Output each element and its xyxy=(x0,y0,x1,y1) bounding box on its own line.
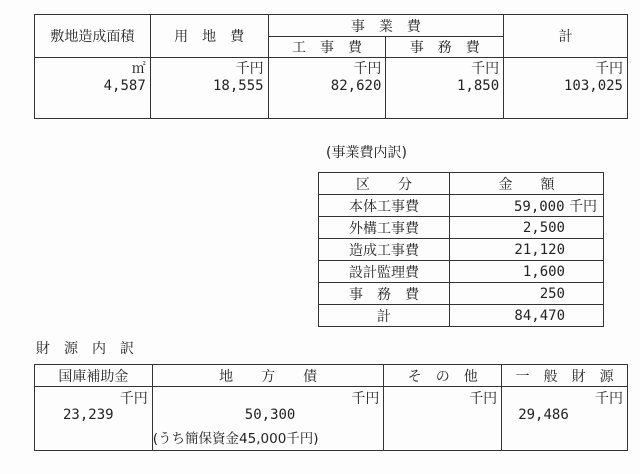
breakdown-amount: 84,470 xyxy=(514,307,565,324)
funding-unit: 千円 xyxy=(595,391,623,407)
table-row xyxy=(319,305,604,327)
breakdown-unit: 千円 xyxy=(569,198,597,215)
unit-office: 千円 xyxy=(386,58,504,79)
funding-header-general: 一 般 財 源 xyxy=(502,365,628,387)
value-office: 1,850 xyxy=(386,78,504,119)
funding-cell-national xyxy=(35,387,153,451)
breakdown-label: 設計監理費 xyxy=(319,261,450,283)
breakdown-label: 事 務 費 xyxy=(319,283,450,305)
breakdown-header-amount: 金 額 xyxy=(450,173,604,195)
value-total: 103,025 xyxy=(504,78,628,119)
funding-unit: 千円 xyxy=(119,391,148,407)
funding-value-national: 23,239 xyxy=(63,407,114,423)
breakdown-label: 計 xyxy=(319,305,450,327)
funding-cell-local-bond xyxy=(152,387,384,451)
funding-cell-other xyxy=(384,387,502,451)
value-area: 4,587 xyxy=(35,78,151,119)
breakdown-amount: 59,000 xyxy=(513,198,565,215)
funding-unit: 千円 xyxy=(469,391,498,407)
funding-table xyxy=(34,364,628,451)
breakdown-amount: 2,500 xyxy=(522,219,565,236)
header-site-area: 敷地造成面積 xyxy=(35,15,151,58)
breakdown-header-category: 区 分 xyxy=(319,173,450,195)
breakdown-amount: 21,120 xyxy=(514,241,565,258)
table-row xyxy=(319,261,604,283)
header-land-cost: 用 地 費 xyxy=(150,15,268,58)
header-project-cost: 事 業 費 xyxy=(268,15,504,37)
funding-title: 財 源 内 訳 xyxy=(36,341,134,357)
funding-note-local-bond: (うち簡保資金45,000千円) xyxy=(152,431,319,447)
breakdown-label: 造成工事費 xyxy=(319,239,450,261)
funding-value-general: 29,486 xyxy=(518,407,569,423)
breakdown-label: 本体工事費 xyxy=(319,195,450,217)
unit-area: ㎡ xyxy=(35,58,151,79)
header-office-cost: 事 務 費 xyxy=(386,37,504,58)
header-total: 計 xyxy=(504,15,628,58)
funding-header-other: そ の 他 xyxy=(384,365,502,387)
table-row xyxy=(319,283,604,305)
breakdown-title: (事業費内訳) xyxy=(326,145,407,161)
unit-construction: 千円 xyxy=(268,58,386,79)
table-row xyxy=(319,217,604,239)
funding-value-local-bond: 50,300 xyxy=(244,407,296,423)
funding-header-national: 国庫補助金 xyxy=(35,365,153,387)
table-row xyxy=(319,195,604,217)
unit-land: 千円 xyxy=(150,58,268,79)
funding-cell-general xyxy=(502,387,628,451)
table-row xyxy=(319,239,604,261)
unit-total: 千円 xyxy=(504,58,628,79)
funding-header-local-bond: 地 方 債 xyxy=(152,365,384,387)
value-construction: 82,620 xyxy=(268,78,386,119)
breakdown-amount: 1,600 xyxy=(522,263,565,280)
funding-unit: 千円 xyxy=(351,391,380,407)
breakdown-table xyxy=(318,172,604,327)
breakdown-amount: 250 xyxy=(539,285,565,302)
project-summary-table xyxy=(34,14,628,119)
value-land: 18,555 xyxy=(150,78,268,119)
breakdown-label: 外構工事費 xyxy=(319,217,450,239)
header-construction-cost: 工 事 費 xyxy=(268,37,386,58)
